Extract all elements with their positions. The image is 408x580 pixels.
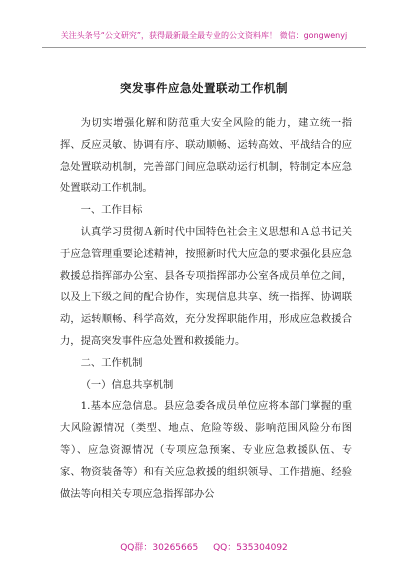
document-body: [60, 113, 352, 505]
footer-qq-group: QQ群：30265665: [120, 543, 199, 553]
footer-contact: [0, 540, 408, 553]
subsection-heading-info-sharing: （一）信息共享机制: [80, 378, 174, 391]
goals-paragraph: 认真学习贯彻Ａ新时代中国特色社会主义思想和Ａ总书记关于应急管理重要论述精神，按照新时代大应急的要求强化县应急救援总指挥部办公室、县各专项指挥部办公室各成员单位之间，以及上下级之间的配合协作，实现信息共享、统一指挥、协调联动，运转顺畅、科学高效，充分发挥职能作用，形成应急救援合力，提高突发事件应急处置和救援能力。: [60, 225, 352, 347]
footer-qq: QQ：535304092: [213, 543, 288, 553]
section-heading-goals: 一、工作目标: [80, 204, 143, 217]
document-title: 突发事件应急处置联动工作机制: [120, 81, 288, 95]
section-heading-mechanism: 二、工作机制: [80, 356, 143, 369]
header-divider: [42, 47, 366, 48]
info-sharing-paragraph: 1.基本应急信息。县应急委各成员单位应将本部门掌握的重大风险源情况（类型、地点、危险等级、影响范围风险分布图等）、应急资源情况（专项应急预案、专业应急救援队伍、专家、物资装备等）和有关应急救援的组织领导、工作措施、经验做法等向相关专项应急指挥部办公: [60, 400, 352, 500]
header-banner: 关注头条号“公文研究”，获得最新最全最专业的公文资料库！ 微信：gongwenyj: [60, 31, 348, 40]
intro-paragraph: 为切实增强化解和防范重大安全风险的能力，建立统一指挥、反应灵敏、协调有序、联动顺畅、运转高效、平战结合的应急处置联动机制，完善部门间应急联动运行机制，特制定本应急处置联动工作机制。: [60, 117, 352, 195]
